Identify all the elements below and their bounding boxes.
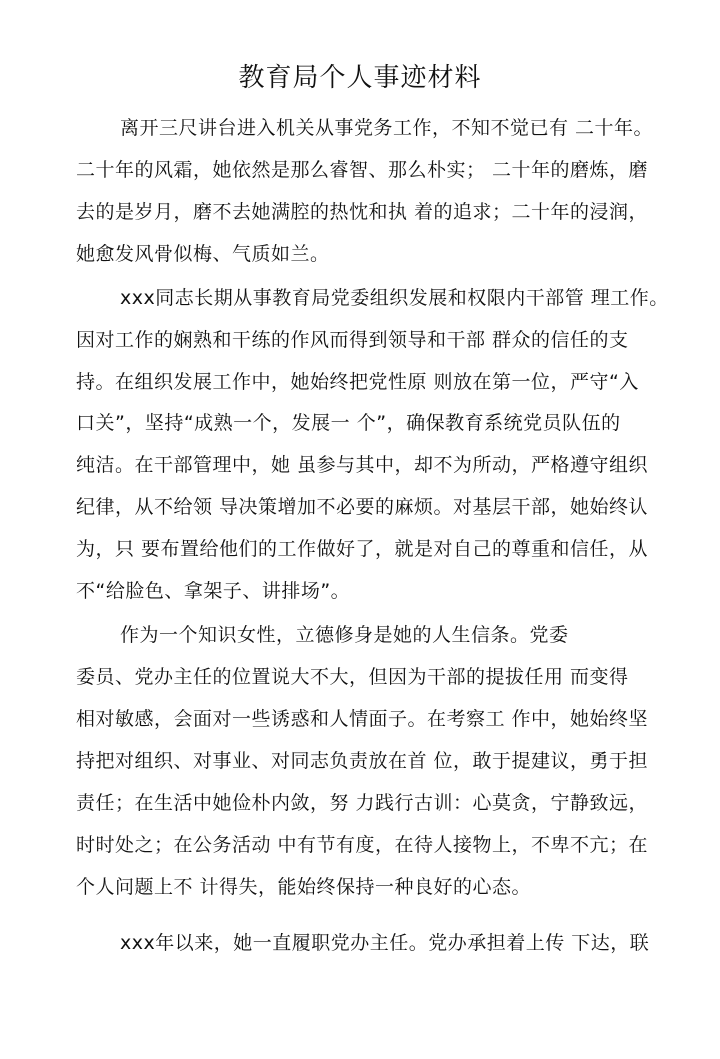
paragraph-line: 纪律，从不给领 导决策增加不必要的麻烦。对基层干部，她始终认 <box>76 496 649 518</box>
paragraph-line: 去的是岁月，磨不去她满腔的热忱和执 着的追求；二十年的浸润， <box>76 201 649 223</box>
paragraph-line: 口关”，坚持“成熟一个，发展一 个”，确保教育系统党员队伍的 <box>76 412 621 434</box>
paragraph-line: 作为一个知识女性，立德修身是她的人生信条。党委 <box>120 624 569 646</box>
paragraph-line: 持。在组织发展工作中，她始终把党性原 则放在第一位，严守“入 <box>76 371 639 393</box>
paragraph-line: 时时处之；在公务活动 中有节有度，在待人接物上，不卑不亢；在 <box>76 834 649 856</box>
paragraph-line: 持把对组织、对事业、对同志负责放在首 位，敢于提建议，勇于担 <box>76 750 649 772</box>
paragraph-line: 责任；在生活中她俭朴内敛，努 力践行古训：心莫贪，宁静致远， <box>76 792 649 814</box>
paragraph-line: xxx同志长期从事教育局党委组织发展和权限内干部管 理工作。 <box>120 287 669 309</box>
paragraph-line: 委员、党办主任的位置说大不大，但因为干部的提拔任用 而变得 <box>76 666 629 688</box>
paragraph-line: 不“给脸色、拿架子、讲排场”。 <box>76 580 351 602</box>
paragraph-line: 个人问题上不 计得失，能始终保持一种良好的心态。 <box>76 876 532 898</box>
paragraph-line: 二十年的风霜，她依然是那么睿智、那么朴实； 二十年的磨炼，磨 <box>76 159 649 181</box>
paragraph-line: 纯洁。在干部管理中，她 虽参与其中，却不为所动，严格遵守组织 <box>76 454 649 476</box>
paragraph-line: 为，只 要布置给他们的工作做好了，就是对自己的尊重和信任，从 <box>76 538 649 560</box>
paragraph-line: xxx年以来，她一直履职党办主任。党办承担着上传 下达，联 <box>120 932 650 954</box>
document-title: 教育局个人事迹材料 <box>238 63 482 93</box>
paragraph-line: 因对工作的娴熟和干练的作风而得到领导和干部 群众的信任的支 <box>76 329 629 351</box>
paragraph-line: 相对敏感，会面对一些诱惑和人情面子。在考察工 作中，她始终坚 <box>76 708 649 730</box>
paragraph-line: 离开三尺讲台进入机关从事党务工作，不知不觉已有 二十年。 <box>120 117 654 139</box>
paragraph-line: 她愈发风骨似梅、气质如兰。 <box>76 243 330 265</box>
